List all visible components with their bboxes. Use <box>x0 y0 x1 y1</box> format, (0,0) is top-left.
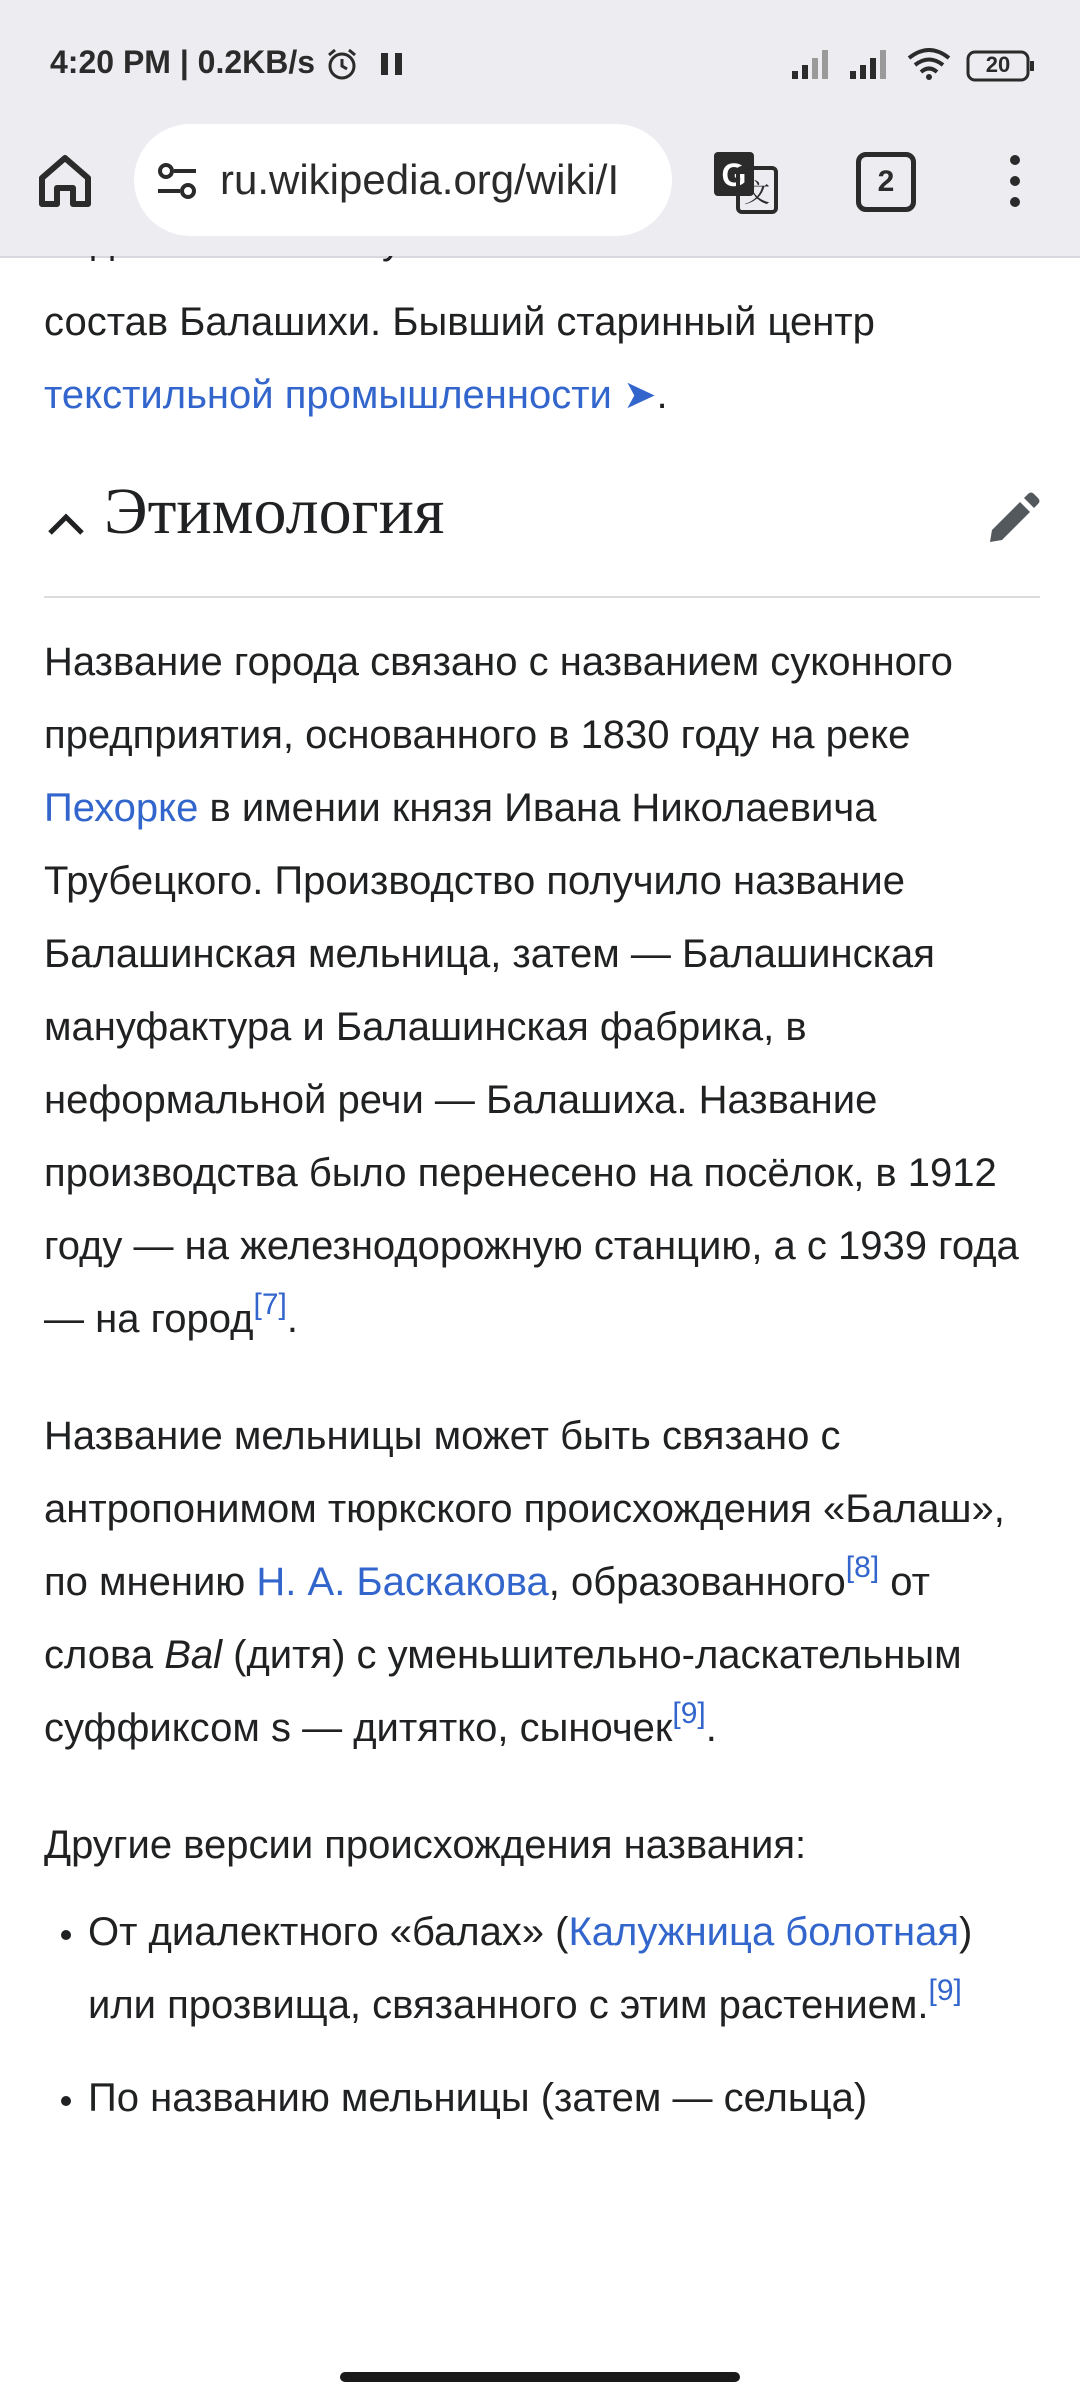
wifi-icon <box>906 47 952 86</box>
signal-icon-2 <box>848 47 892 86</box>
battery-level: 20 <box>985 52 1011 77</box>
section-title: Этимология <box>104 475 445 548</box>
ref-8[interactable]: [8] <box>845 1551 880 1584</box>
battery-icon <box>966 49 1036 83</box>
paragraph-1: Название города связано с названием суконного предприятия, основанного в 1830 году на реке Пехорке в имении князя Ивана Николаевича Трубецкого. Производство получило название Балашинская мельница, затем — Балашинская мануфактура и Балашинская фабрика, в неформальной речи — Балашиха. Название производства было перенесено на посёлок, в 1912 году — на железнодорожную станцию, а с 1939 года — на город[7]. <box>44 640 1019 1341</box>
link-kaluzhnitsa[interactable]: Калужница болотная <box>568 1910 960 1954</box>
ref-9[interactable]: [9] <box>672 1697 706 1730</box>
site-settings-icon[interactable] <box>154 158 200 204</box>
ref-7[interactable]: [7] <box>253 1288 287 1321</box>
home-icon[interactable] <box>30 146 100 216</box>
ref-9-list[interactable]: [9] <box>928 1974 962 2007</box>
edit-pencil-icon[interactable] <box>984 492 1040 548</box>
paragraph-3: Другие версии происхождения названия: <box>44 1823 807 1867</box>
signal-icon <box>790 47 834 86</box>
chevron-up-icon[interactable] <box>44 498 88 542</box>
home-indicator[interactable] <box>340 2372 740 2382</box>
more-options-icon[interactable] <box>1000 146 1030 216</box>
url-text: ru.wikipedia.org/wiki/I <box>220 156 620 203</box>
link-pekhorka[interactable]: Пехорке <box>44 786 199 830</box>
alarm-icon <box>324 46 360 82</box>
link-baskakov[interactable]: Н. А. Баскакова <box>256 1560 549 1604</box>
intro-paragraph: состав Балашихи. Бывший старинный центр текстильной промышленности ➤. <box>44 300 875 417</box>
section-heading[interactable] <box>44 442 1040 598</box>
svg-text:文: 文 <box>743 179 771 209</box>
url-bar[interactable] <box>134 124 672 236</box>
svg-text:G: G <box>721 157 747 193</box>
paragraph-2: Название мельницы может быть связано с антропонимом тюркского происхождения «Балаш», по мнению Н. А. Баскакова, образованного[8] от слова Bal (дитя) с уменьшительно-ласкательным суффиксом s — дитятко, сыночек[9]. <box>44 1414 1005 1750</box>
link-textile-industry[interactable]: текстильной промышленности ➤ <box>44 373 657 417</box>
translate-icon[interactable] <box>710 146 780 216</box>
browser-toolbar <box>0 110 1080 258</box>
versions-list <box>44 1896 1040 2135</box>
tab-switcher-button[interactable]: 2 <box>856 152 916 212</box>
article-content <box>44 256 1040 2155</box>
status-icons <box>790 44 1036 88</box>
list-item: • От диалектного «балах» (Калужница болотная) или прозвища, связанного с этим растением.[9] <box>88 1896 1040 2042</box>
status-time: 4:20 PM | 0.2KB/s <box>50 44 316 80</box>
list-item: • По названию мельницы (затем — сельца) <box>88 2062 1040 2135</box>
pause-icon <box>378 50 406 78</box>
